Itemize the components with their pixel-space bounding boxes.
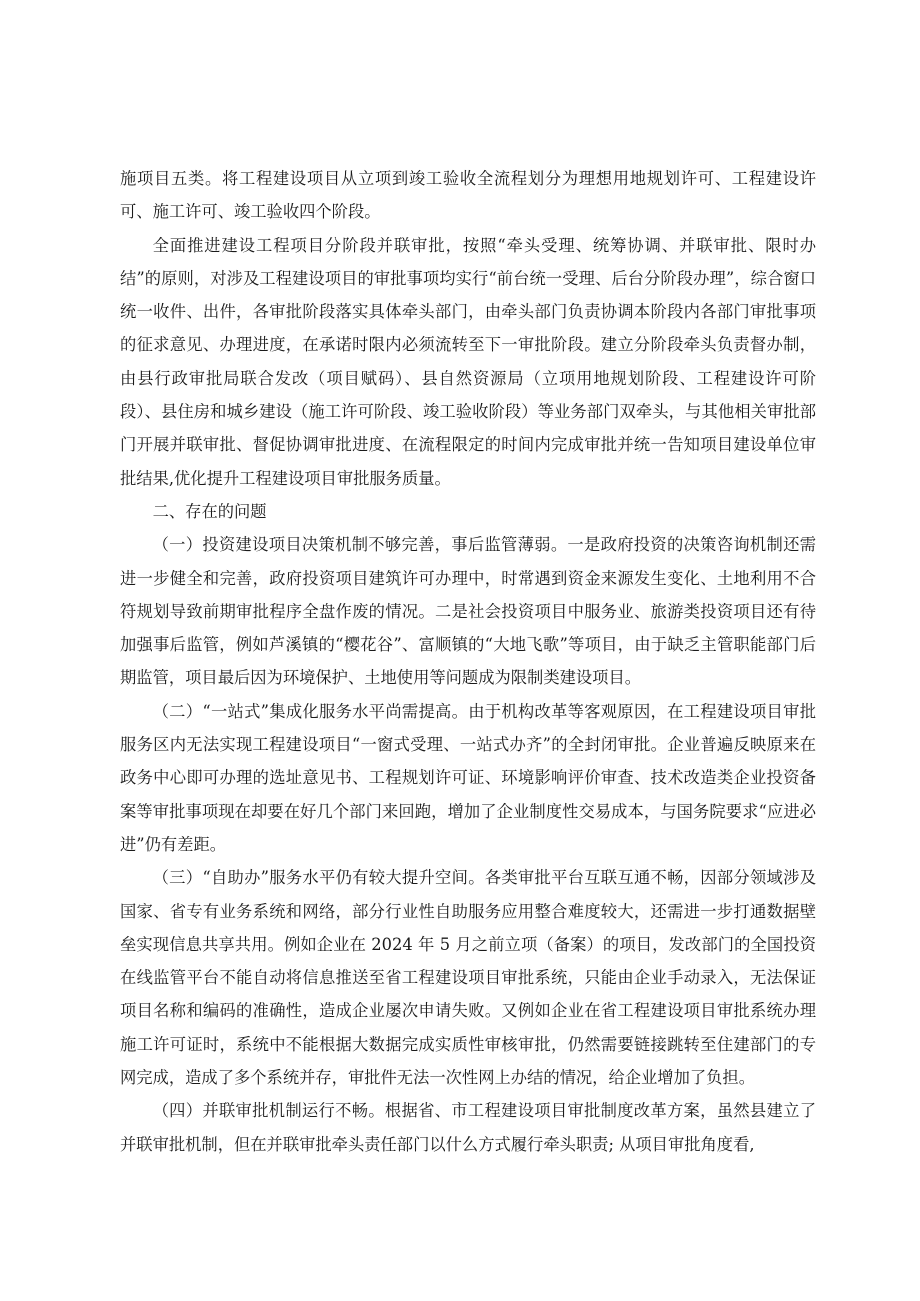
paragraph-problem-2: （二）“一站式”集成化服务水平尚需提高。由于机构改革等客观原因，在工程建设项目审批服务区内无法实现工程建设项目“一窗式受理、一站式办齐”的全封闭审批。企业普遍反映原来在政务中心即可办理的选址意见书、工程规划许可证、环境影响评价审查、技术改造类企业投资备案等审批事项现在却要在好几个部门来回跑，增加了企业制度性交易成本，与国务院要求“应进必进”仍有差距。: [120, 701, 816, 854]
paragraph-continuation: 施项目五类。将工程建设项目从立项到竣工验收全流程划分为理想用地规划许可、工程建设许可、施工许可、竣工验收四个阶段。: [120, 169, 816, 222]
paragraph-problem-4: （四）并联审批机制运行不畅。根据省、市工程建设项目审批制度改革方案，虽然县建立了并联审批机制，但在并联审批牵头责任部门以什么方式履行牵头职责; 从项目审批角度看,: [120, 1101, 816, 1154]
paragraph-parallel-approval: 全面推进建设工程项目分阶段并联审批，按照“牵头受理、统筹协调、并联审批、限时办结”的原则，对涉及工程建设项目的审批事项均实行“前台统一受理、后台分阶段办理”，综合窗口统一收件、出件，各审批阶段落实具体牵头部门，由牵头部门负责协调本阶段内各部门审批事项的征求意见、办理进度，在承诺时限内必须流转至下一审批阶段。建立分阶段牵头负责督办制，由县行政审批局联合发改（项目赋码）、县自然资源局（立项用地规划阶段、工程建设许可阶段）、县住房和城乡建设（施工许可阶段、竣工验收阶段）等业务部门双牵头，与其他相关审批部门开展并联审批、督促协调审批进度、在流程限定的时间内完成审批并统一告知项目建设单位审批结果,优化提升工程建设项目审批服务质量。: [120, 235, 816, 488]
paragraph-problem-3: （三）“自助办”服务水平仍有较大提升空间。各类审批平台互联互通不畅，因部分领域涉及国家、省专有业务系统和网络，部分行业性自助服务应用整合难度较大，还需进一步打通数据壁垒实现信息共享共用。例如企业在 2024 年 5 月之前立项（备案）的项目，发改部门的全国投资在线监管平台不能自动将信息推送至省工程建设项目审批系统，只能由企业手动录入，无法保证项目名称和编码的准确性，造成企业屡次申请失败。又例如企业在省工程建设项目审批系统办理施工许可证时，系统中不能根据大数据完成实质性审核审批，仍然需要链接跳转至住建部门的专网完成，造成了多个系统并存，审批件无法一次性网上办结的情况，给企业增加了负担。: [120, 868, 816, 1088]
paragraph-problem-1: （一）投资建设项目决策机制不够完善，事后监管薄弱。一是政府投资的决策咨询机制还需进一步健全和完善，政府投资项目建筑许可办理中，时常遇到资金来源发生变化、土地利用不合符规划导致前期审批程序全盘作废的情况。二是社会投资项目中服务业、旅游类投资项目还有待加强事后监管，例如芦溪镇的“樱花谷”、富顺镇的“大地飞歌”等项目，由于缺乏主管职能部门后期监管，项目最后因为环境保护、土地使用等问题成为限制类建设项目。: [120, 535, 816, 688]
document-body: [120, 162, 816, 1161]
section-heading-problems: 二、存在的问题: [152, 501, 267, 521]
